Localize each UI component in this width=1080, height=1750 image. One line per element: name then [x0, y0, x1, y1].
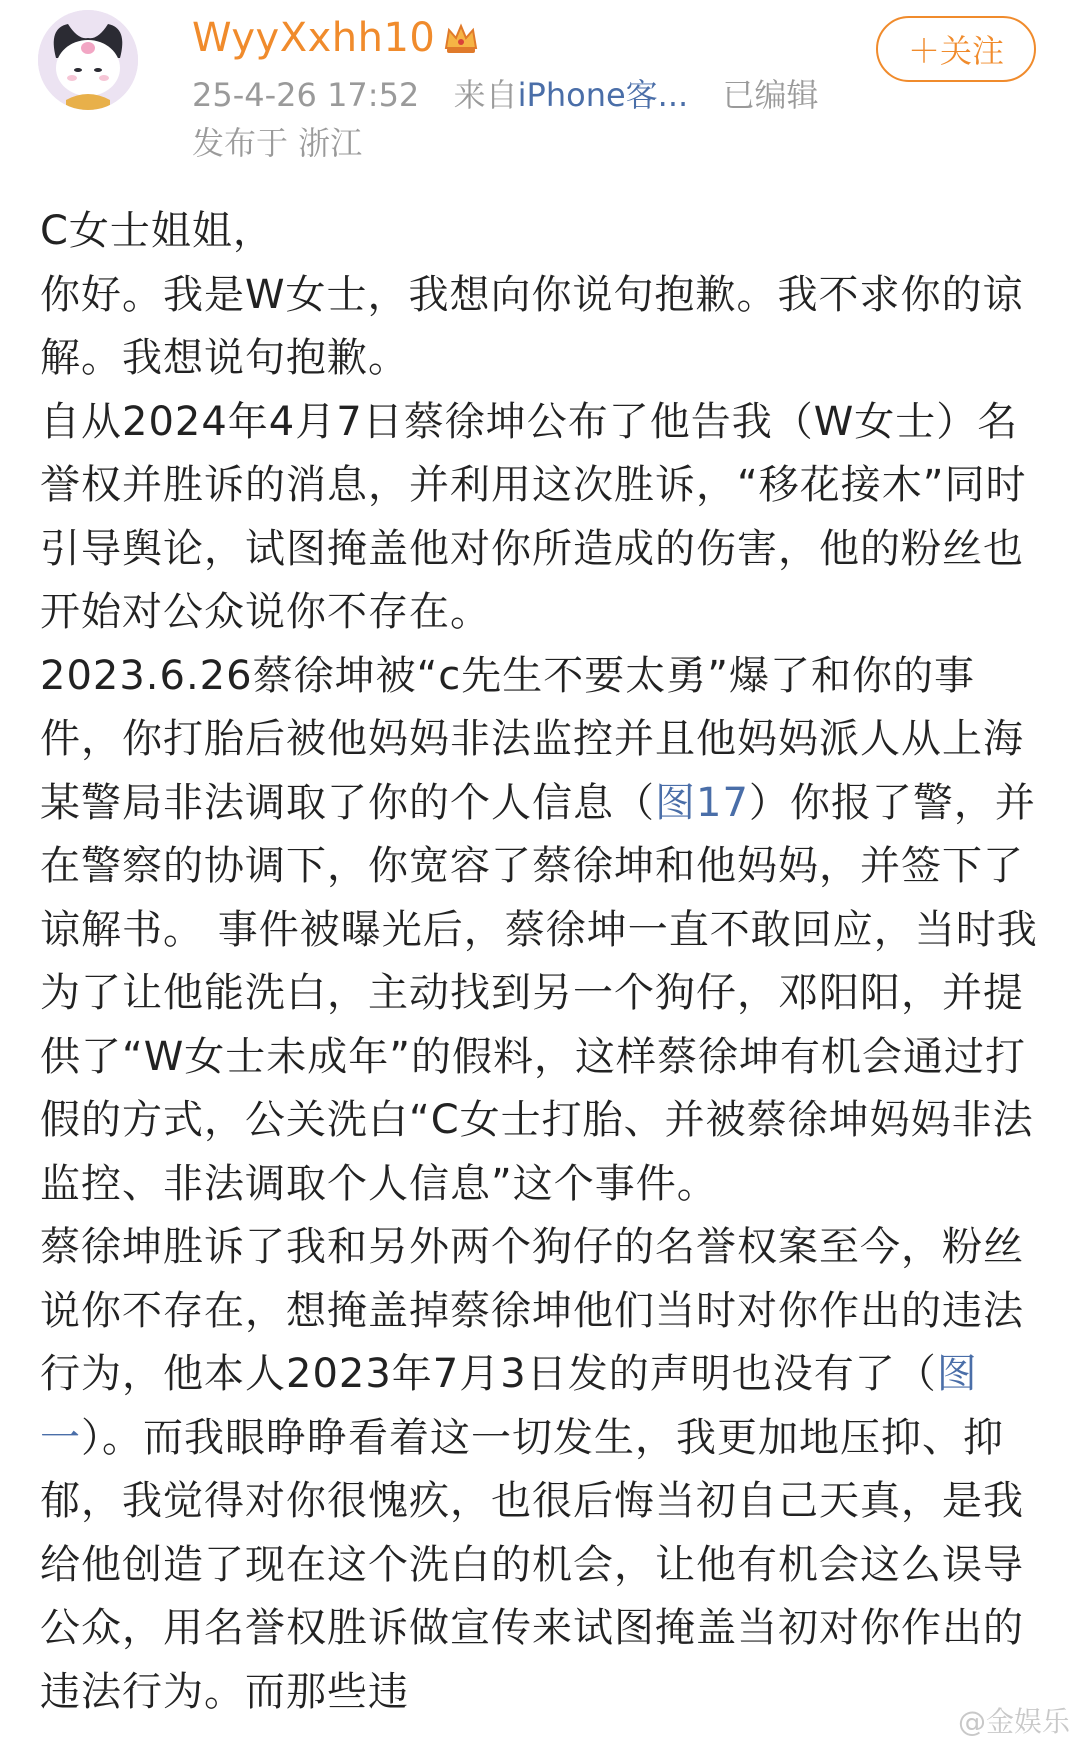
- paragraph-event-text-b: ）你报了警，并在警察的协调下，你宽容了蔡徐坤和他妈妈，并签下了谅解书。 事件被曝光后，蔡徐坤一直不敢回应，当时我为了让他能洗白，主动找到另一个狗仔，邓阳阳，并提供了“W女士未成年”的假料，这样蔡徐坤有机会通过打假的方式，公关洗白“C女士打胎、并被蔡徐坤妈妈非法监控、非法调取个人信息”这个事件。: [40, 779, 1038, 1207]
- paragraph-event: [40, 645, 1040, 1217]
- paragraph-context: 自从2024年4月7日蔡徐坤公布了他告我（W女士）名誉权并胜诉的消息，并利用这次胜诉，“移花接木”同时引导舆论，试图掩盖他对你所造成的伤害，他的粉丝也开始对公众说你不存在。: [40, 398, 1027, 635]
- watermark: @金娱乐: [957, 1705, 1070, 1738]
- avatar-image: [38, 10, 138, 110]
- post-meta: [192, 70, 819, 116]
- source-prefix: 来自: [453, 76, 518, 114]
- edited-label: 已编辑: [722, 76, 819, 114]
- username[interactable]: WyyXxhh10: [192, 15, 436, 61]
- post-location: 发布于 浙江: [192, 124, 363, 162]
- image-link-1[interactable]: 图一: [40, 1351, 978, 1461]
- crown-icon: [441, 18, 481, 58]
- follow-button[interactable]: ＋关注: [876, 16, 1036, 82]
- paragraph-aftermath: [40, 1216, 1040, 1724]
- paragraph-aftermath-text-a: 蔡徐坤胜诉了我和另外两个狗仔的名誉权案至今，粉丝说你不存在，想掩盖掉蔡徐坤他们当时对你作出的违法行为，他本人2023年7月3日发的声明也没有了（: [40, 1224, 1024, 1397]
- post-timestamp: 25-4-26 17:52: [192, 76, 420, 114]
- source-link[interactable]: iPhone客...: [517, 76, 689, 114]
- paragraph-event-text-a: 2023.6.26蔡徐坤被“c先生不要太勇”爆了和你的事件，你打胎后被他妈妈非法监控并且他妈妈派人从上海某警局非法调取了你的个人信息（: [40, 652, 1024, 826]
- paragraph-aftermath-text-b: ）。而我眼睁睁看着这一切发生，我更加地压抑、抑郁，我觉得对你很愧疚，也很后悔当初自己天真，是我给他创造了现在这个洗白的机会，让他有机会这么误导公众，用名誉权胜诉做宣传来试图掩盖当初对你作出的违法行为。而那些违: [40, 1414, 1024, 1715]
- post-content: [40, 200, 1040, 1724]
- paragraph-greeting: C女士姐姐，: [40, 208, 274, 254]
- paragraph-apology: 你好。我是W女士，我想向你说句抱歉。我不求你的谅解。我想说句抱歉。: [40, 271, 1024, 381]
- post-header: [0, 0, 1080, 170]
- image-link-17[interactable]: 图17: [655, 779, 749, 826]
- username-row: [192, 12, 481, 64]
- avatar[interactable]: [38, 10, 138, 110]
